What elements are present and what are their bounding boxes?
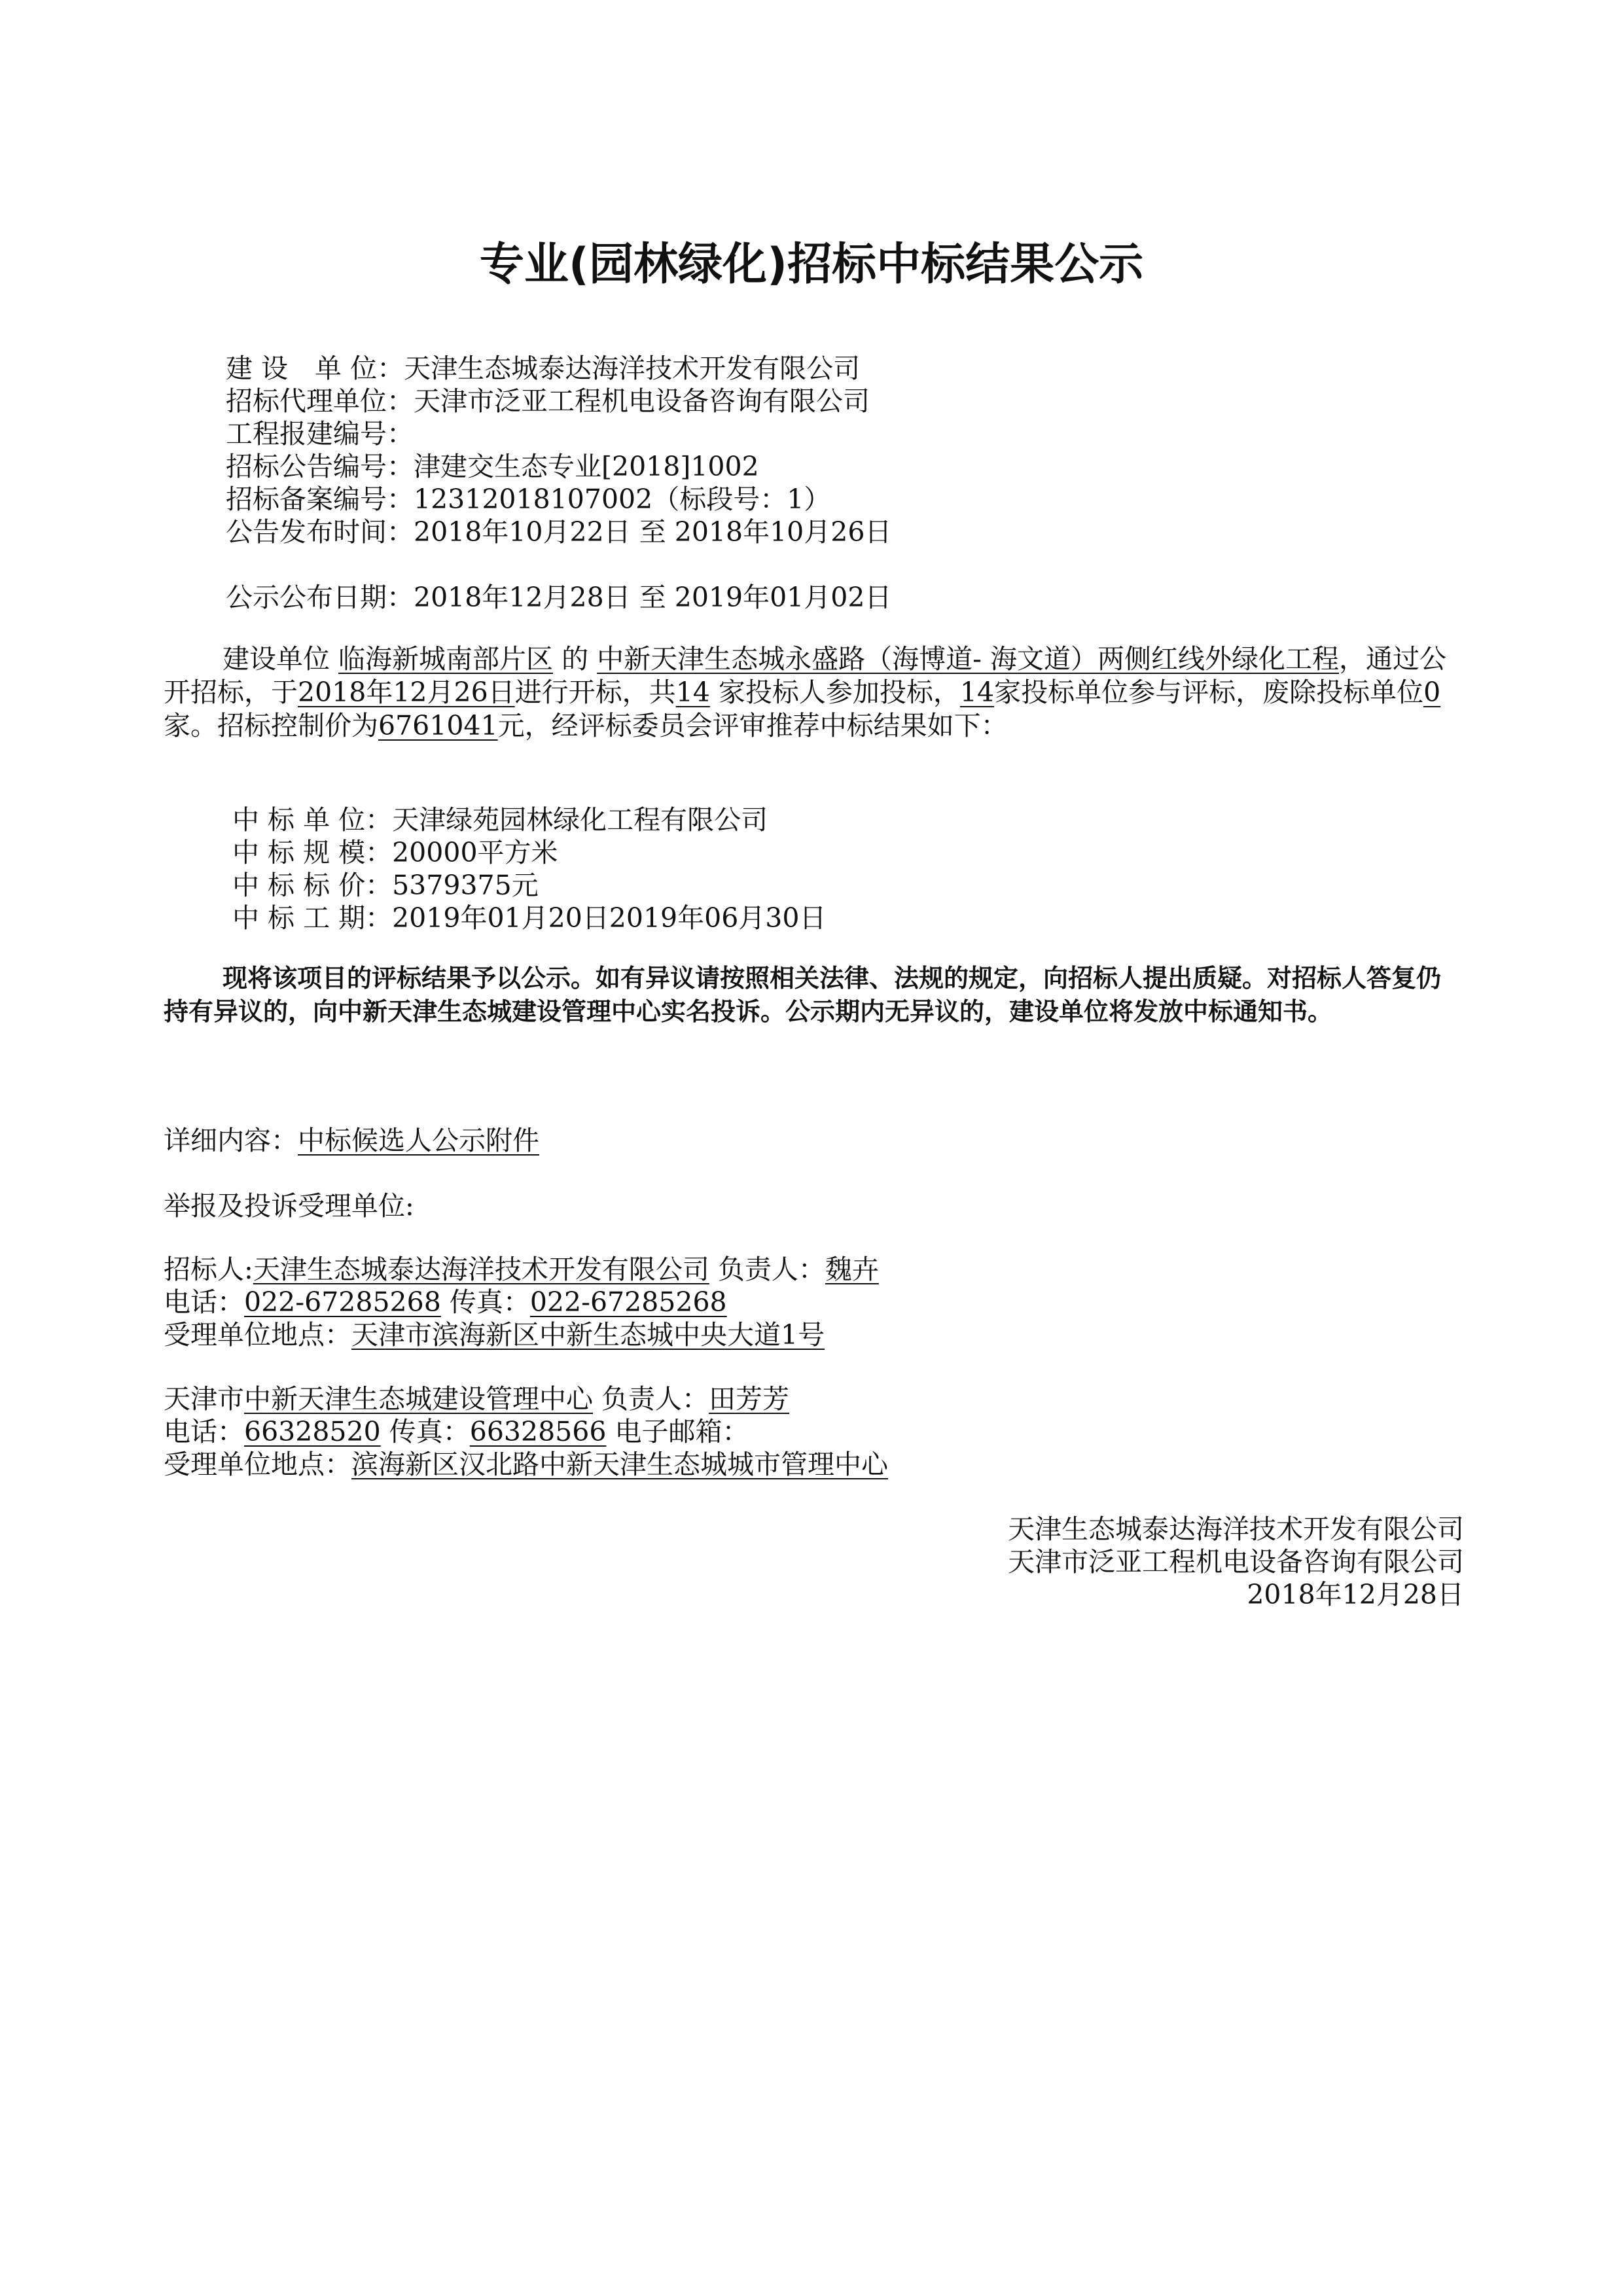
authority-name: 中新天津生态城建设管理中心: [244, 1383, 593, 1415]
bidder-count: 14: [675, 677, 710, 708]
authority-contact: 田芳芳: [709, 1383, 790, 1415]
winner-period: 中 标 工 期：2019年01月20日2019年06月30日: [232, 902, 827, 934]
project-name: 中新天津生态城永盛路（海博道- 海文道）两侧红线外绿化工程: [597, 643, 1340, 675]
detail-line: 详细内容：中标候选人公示附件: [164, 1125, 539, 1156]
control-price: 6761041: [378, 710, 498, 741]
authority-line: 天津市中新天津生态城建设管理中心 负责人：田芳芳: [164, 1383, 790, 1415]
notice-period-line: 公告发布时间：2018年10月22日 至 2018年10月26日: [226, 516, 892, 548]
page-title: 专业(园林绿化)招标中标结果公示: [479, 239, 1144, 291]
tenderer-fax: 022-67285268: [529, 1286, 727, 1318]
tenderer-phone: 022-67285268: [244, 1286, 441, 1318]
complaint-title: 举报及投诉受理单位:: [164, 1190, 414, 1222]
publicity-period-line: 公示公布日期：2018年12月28日 至 2019年01月02日: [226, 582, 892, 613]
tenderer-addr: 天津市滨海新区中新生态城中央大道1号: [351, 1319, 825, 1351]
winner-unit: 中 标 单 位：天津绿苑园林绿化工程有限公司: [232, 804, 768, 836]
authority-phone: 66328520: [244, 1416, 381, 1447]
unit-count: 14: [959, 677, 995, 708]
tenderer-contact: 魏卉: [825, 1254, 879, 1285]
signature-org2: 天津市泛亚工程机电设备咨询有限公司: [1008, 1546, 1464, 1578]
record-no-line: 招标备案编号：12312018107002（标段号：1）: [226, 484, 831, 515]
authority-fax: 66328566: [469, 1416, 607, 1447]
abolished-count: 0: [1423, 677, 1441, 708]
agent-line: 招标代理单位：天津市泛亚工程机电设备咨询有限公司: [226, 385, 870, 417]
project-no-line: 工程报建编号：: [226, 418, 414, 450]
authority-addr: 滨海新区汉北路中新天津生态城城市管理中心: [351, 1449, 888, 1480]
notice-no-line: 招标公告编号：津建交生态专业[2018]1002: [226, 451, 759, 482]
tenderer-phone-line: 电话：022-67285268 传真：022-67285268: [164, 1286, 727, 1318]
authority-addr-line: 受理单位地点：滨海新区汉北路中新天津生态城城市管理中心: [164, 1449, 888, 1480]
attachment-link[interactable]: 中标候选人公示附件: [298, 1125, 539, 1156]
publicity-notice: 现将该项目的评标结果予以公示。如有异议请按照相关法律、法规的规定，向招标人提出质疑。对招标人答复仍持有异议的，向中新天津生态城建设管理中心实名投诉。公示期内无异议的，建设单位将发放中标通知书。: [164, 964, 1442, 1026]
signature-org1: 天津生态城泰达海洋技术开发有限公司: [1008, 1513, 1464, 1545]
winner-price: 中 标 标 价：5379375元: [232, 870, 539, 901]
open-date: 2018年12月26日: [298, 677, 515, 708]
tenderer-addr-line: 受理单位地点：天津市滨海新区中新生态城中央大道1号: [164, 1319, 825, 1351]
winner-scale: 中 标 规 模：20000平方米: [232, 837, 558, 868]
signature-date: 2018年12月28日: [1247, 1579, 1464, 1610]
tenderer-name: 天津生态城泰达海洋技术开发有限公司: [253, 1254, 709, 1285]
owner-line: 建 设 单 位：天津生态城泰达海洋技术开发有限公司: [226, 353, 861, 384]
authority-phone-line: 电话：66328520 传真：66328566 电子邮箱：: [164, 1416, 749, 1447]
area-text: 临海新城南部片区: [338, 643, 554, 675]
tenderer-line: 招标人:天津生态城泰达海洋技术开发有限公司 负责人：魏卉: [164, 1254, 879, 1285]
body-paragraph: 建设单位 临海新城南部片区 的 中新天津生态城永盛路（海博道- 海文道）两侧红线外绿化工程，通过公开招标，于2018年12月26日进行开标，共14 家投标人参加投标，14家投标单位参与评标，废除投标单位0家。招标控制价为6761041元，经评标委员会评审推荐中标结果如下：: [164, 643, 1447, 741]
